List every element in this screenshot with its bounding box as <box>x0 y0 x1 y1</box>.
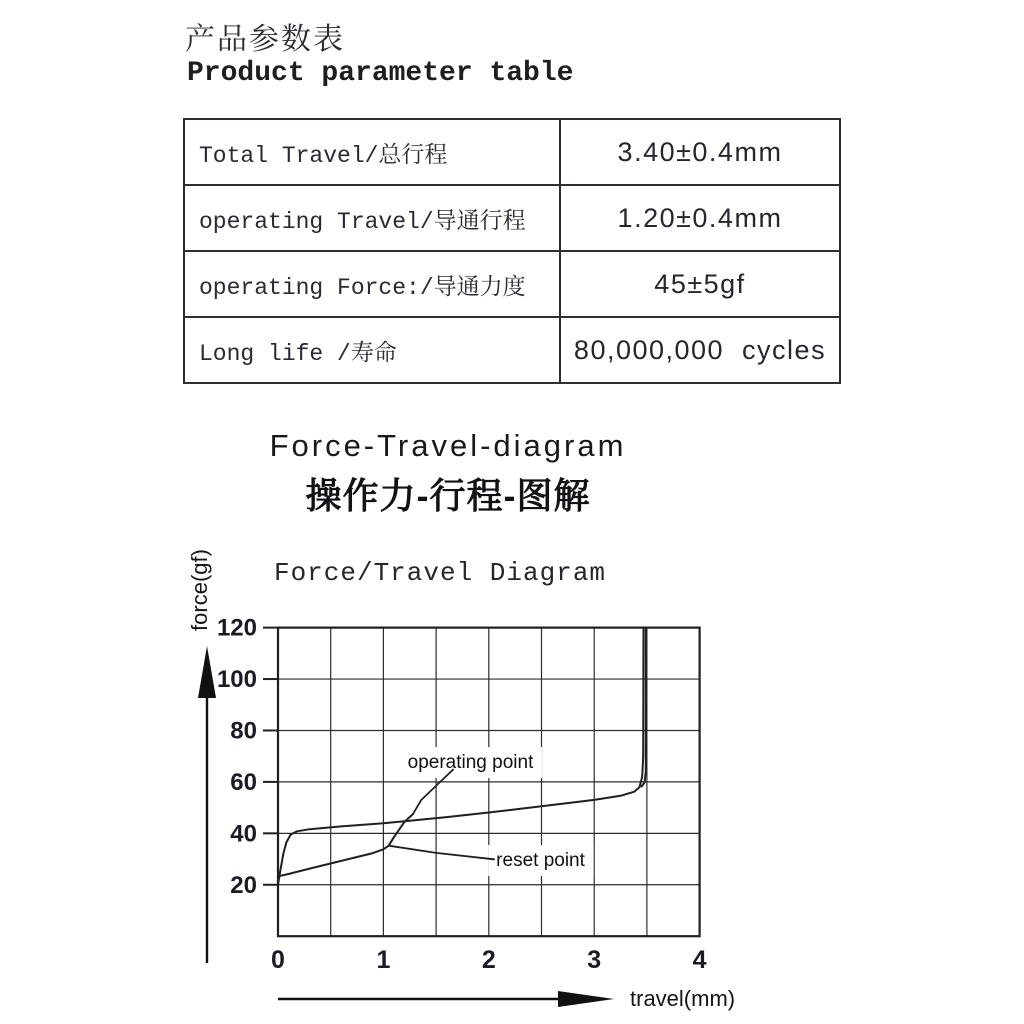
parameter-label: Long life /寿命 <box>199 340 397 367</box>
y-tick-label: 100 <box>216 666 257 694</box>
parameter-label: Total Travel/总行程 <box>199 142 448 169</box>
y-tick-label: 120 <box>216 614 257 642</box>
x-axis-label: travel(mm) <box>630 986 736 1011</box>
y-axis-label: force(gf) <box>187 549 212 631</box>
chart-title: Force/Travel Diagram <box>273 558 607 588</box>
x-tick-label: 2 <box>481 946 496 975</box>
x-tick-label: 4 <box>692 946 707 975</box>
parameter-value: 1.20±0.4mm <box>559 186 839 250</box>
parameter-label: operating Force:/导通力度 <box>199 274 526 301</box>
parameter-value: 45±5gf <box>559 252 839 316</box>
annotation-operating-point: operating point <box>407 752 534 774</box>
x-axis-arrowhead <box>558 991 614 1007</box>
y-axis-arrowhead <box>198 646 216 698</box>
y-tick-label: 60 <box>230 768 257 796</box>
page-title-chinese: 产品参数表 <box>185 23 345 56</box>
parameter-value: 80,000,000 cycles <box>559 318 839 382</box>
diagram-heading-chinese: 操作力-行程-图解 <box>305 475 591 516</box>
x-tick-label: 3 <box>587 946 602 975</box>
x-tick-label: 0 <box>271 946 285 975</box>
leader-reset-point <box>389 846 494 860</box>
y-tick-label: 80 <box>230 717 257 745</box>
curve-release-stroke <box>278 814 413 876</box>
x-tick-label: 1 <box>376 946 391 975</box>
annotation-reset-point: reset point <box>496 849 585 871</box>
parameter-value: 3.40±0.4mm <box>559 120 839 184</box>
diagram-heading-english: Force-Travel-diagram <box>269 428 627 463</box>
y-tick-label: 40 <box>230 820 257 848</box>
parameter-label: operating Travel/导通行程 <box>199 208 526 235</box>
y-tick-label: 20 <box>230 871 257 899</box>
page-title-english: Product parameter table <box>187 58 574 89</box>
